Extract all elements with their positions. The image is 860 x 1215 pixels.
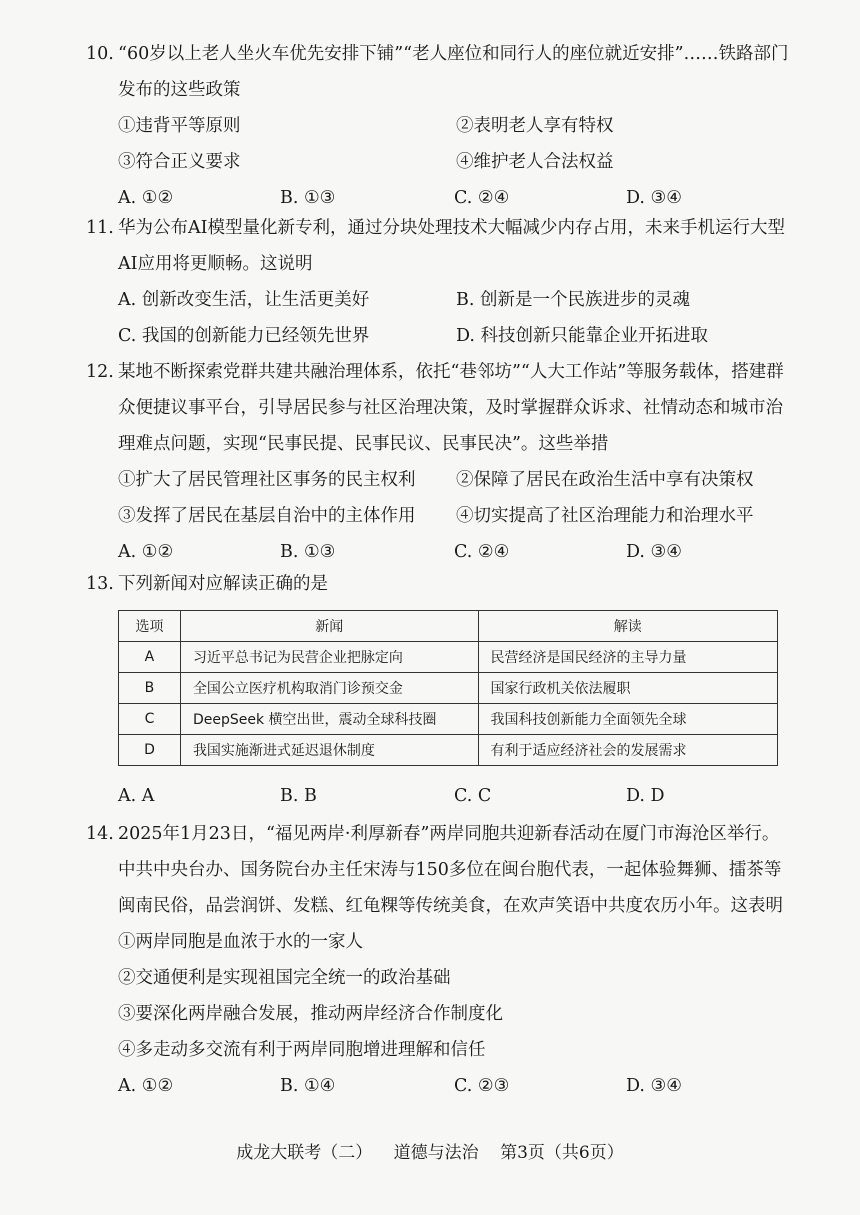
question-stem: 下列新闻对应解读正确的是 — [118, 574, 328, 594]
choice-c: C. C — [454, 786, 492, 806]
news-cell: DeepSeek 横空出世，震动全球科技圈 — [180, 704, 478, 735]
exam-name: 成龙大联考（二） — [236, 1143, 373, 1163]
statement-row — [118, 462, 790, 498]
choice-a: A. 创新改变生活，让生活更美好 — [118, 290, 370, 310]
choice-row — [118, 282, 790, 318]
question-13 — [86, 566, 790, 602]
choice-row — [118, 318, 790, 354]
question-stem: 华为公布AI模型量化新专利，通过分块处理技术大幅减少内存占用，未来手机运行大型AI应用将更顺畅。这说明 — [118, 218, 786, 274]
question-number: 11. — [86, 218, 114, 238]
choice-a: A. ①② — [118, 188, 174, 208]
news-cell: 习近平总书记为民营企业把脉定向 — [180, 642, 478, 673]
choice-a: A. A — [118, 786, 155, 806]
choice-b: B. ①③ — [280, 188, 336, 208]
interpretation-cell: 我国科技创新能力全面领先全球 — [478, 704, 777, 735]
news-cell: 我国实施渐进式延迟退休制度 — [180, 735, 478, 766]
statement: ①两岸同胞是血浓于水的一家人 — [118, 932, 363, 952]
question-number: 13. — [86, 574, 114, 594]
column-header: 解读 — [478, 611, 777, 642]
choice-a: A. ①② — [118, 1076, 174, 1096]
choice-d: D. ③④ — [626, 1076, 682, 1096]
table-row — [119, 735, 778, 766]
question-stem: 2025年1月23日，“福见两岸·利厚新春”两岸同胞共迎新春活动在厦门市海沧区举行。中共中央台办、国务院台办主任宋涛与150多位在闽台胞代表，一起体验舞狮、擂茶等闽南民俗，品尝润饼、发糕、红龟粿等传统美食，在欢声笑语中共度农历小年。这表明 — [118, 824, 783, 916]
choice-b: B. ①④ — [280, 1076, 336, 1096]
table-row — [119, 704, 778, 735]
statement: ②交通便利是实现祖国完全统一的政治基础 — [118, 968, 451, 988]
statement-row — [118, 1032, 790, 1068]
statement: ②保障了居民在政治生活中享有决策权 — [456, 470, 754, 490]
question-number: 14. — [86, 824, 114, 844]
page-footer — [0, 1138, 860, 1163]
statement-row — [118, 960, 790, 996]
table-row — [119, 642, 778, 673]
option-cell: B — [119, 673, 181, 704]
statement: ③发挥了居民在基层自治中的主体作用 — [118, 506, 416, 526]
question-stem: “60岁以上老人坐火车优先安排下铺”“老人座位和同行人的座位就近安排”……铁路部门发布的这些政策 — [118, 44, 789, 100]
question-number: 10. — [86, 44, 114, 64]
choice-c: C. ②④ — [454, 542, 510, 562]
interpretation-cell: 有利于适应经济社会的发展需求 — [478, 735, 777, 766]
statement: ①扩大了居民管理社区事务的民主权利 — [118, 470, 416, 490]
statement-row — [118, 996, 790, 1032]
choice-row — [118, 1068, 790, 1104]
statement: ④多走动多交流有利于两岸同胞增进理解和信任 — [118, 1040, 486, 1060]
statement-row — [118, 144, 790, 180]
question-13-choices — [86, 778, 790, 814]
statement: ③符合正义要求 — [118, 152, 241, 172]
choice-d: D. D — [626, 786, 665, 806]
table-row — [119, 673, 778, 704]
page-number: 第3页（共6页） — [500, 1143, 624, 1163]
choice-b: B. ①③ — [280, 542, 336, 562]
statement: ③要深化两岸融合发展，推动两岸经济合作制度化 — [118, 1004, 503, 1024]
statement-row — [118, 924, 790, 960]
question-stem: 某地不断探索党群共建共融治理体系，依托“巷邻坊”“人大工作站”等服务载体，搭建群众便捷议事平台，引导居民参与社区治理决策，及时掌握群众诉求、社情动态和城市治理难点问题，实现“民事民提、民事民议、民事民决”。这些举措 — [118, 362, 784, 454]
choice-b: B. 创新是一个民族进步的灵魂 — [456, 290, 690, 310]
column-header: 新闻 — [180, 611, 478, 642]
subject-name: 道德与法治 — [393, 1143, 479, 1163]
choice-row — [118, 778, 790, 814]
option-cell: A — [119, 642, 181, 673]
option-cell: C — [119, 704, 181, 735]
statement-row — [118, 498, 790, 534]
question-10 — [86, 36, 790, 216]
choice-b: B. B — [280, 786, 317, 806]
statement: ④维护老人合法权益 — [456, 152, 614, 172]
choice-a: A. ①② — [118, 542, 174, 562]
statement: ②表明老人享有特权 — [456, 116, 614, 136]
table-header-row — [119, 611, 778, 642]
interpretation-cell: 国家行政机关依法履职 — [478, 673, 777, 704]
choice-c: C. ②③ — [454, 1076, 510, 1096]
choice-c: C. ②④ — [454, 188, 510, 208]
news-table — [118, 610, 778, 766]
choice-c: C. 我国的创新能力已经领先世界 — [118, 326, 370, 346]
question-11 — [86, 210, 790, 354]
question-14 — [86, 816, 790, 1104]
statement-row — [118, 108, 790, 144]
question-12 — [86, 354, 790, 570]
interpretation-cell: 民营经济是国民经济的主导力量 — [478, 642, 777, 673]
choice-d: D. ③④ — [626, 188, 682, 208]
choice-d: D. ③④ — [626, 542, 682, 562]
statement: ①违背平等原则 — [118, 116, 241, 136]
question-number: 12. — [86, 362, 114, 382]
news-cell: 全国公立医疗机构取消门诊预交金 — [180, 673, 478, 704]
choice-row — [118, 534, 790, 570]
choice-d: D. 科技创新只能靠企业开拓进取 — [456, 326, 709, 346]
statement: ④切实提高了社区治理能力和治理水平 — [456, 506, 754, 526]
column-header: 选项 — [119, 611, 181, 642]
option-cell: D — [119, 735, 181, 766]
